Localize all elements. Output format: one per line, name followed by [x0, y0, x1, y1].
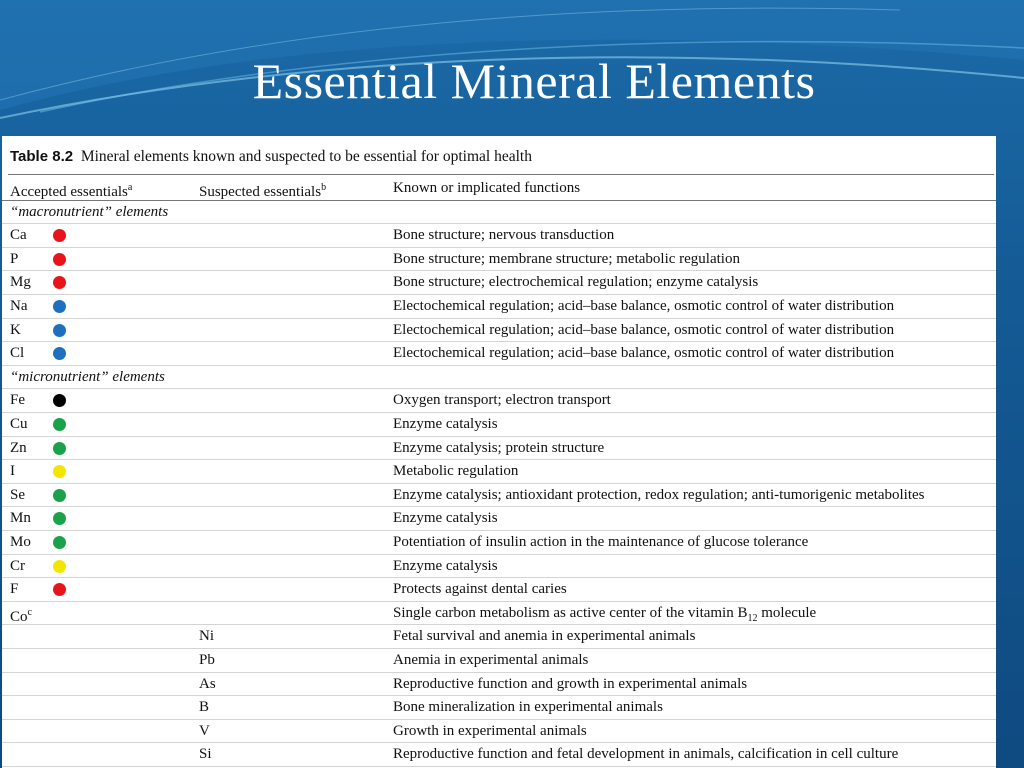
suspected-element-symbol: Si: [199, 746, 212, 763]
element-function: Bone structure; electrochemical regulation; enzyme catalysis: [393, 274, 759, 291]
mineral-table: [2, 136, 996, 768]
table-row: [2, 295, 996, 319]
section-micronutrient: [2, 366, 996, 390]
element-symbol: Se: [10, 486, 25, 503]
element-function: Reproductive function and fetal development in animals, calcification in cell culture: [393, 746, 899, 763]
table-row: [2, 743, 996, 767]
section-label: “macronutrient” elements: [10, 203, 169, 220]
slide-title: Essential Mineral Elements: [252, 53, 816, 109]
table-number: Table 8.2: [10, 148, 74, 165]
element-function: Anemia in experimental animals: [393, 652, 589, 668]
element-function: Protects against dental caries: [393, 581, 567, 598]
suspected-element-symbol: B: [199, 699, 210, 716]
essential-marker-dot: [53, 465, 66, 478]
header-accepted-sup: a: [127, 182, 133, 193]
essential-marker-dot: [53, 394, 66, 407]
table-row: [2, 484, 996, 508]
element-function: Enzyme catalysis: [393, 510, 498, 527]
element-function: Single carbon metabolism as active center of the vitamin $B_{12}$ molecule: [393, 604, 817, 624]
essential-marker-dot: [53, 276, 66, 289]
table-row: [2, 602, 996, 626]
element-function: Electochemical regulation; acid–base balance, osmotic control of water distribution: [393, 345, 895, 362]
essential-marker-dot: [53, 489, 66, 502]
element-function: Potentiation of insulin action in the maintenance of glucose tolerance: [393, 534, 809, 550]
element-symbol: P: [10, 250, 19, 267]
essential-marker-dot: [53, 418, 66, 431]
essential-marker-dot: [53, 583, 66, 596]
table-row: [2, 673, 996, 697]
essential-marker-dot: [53, 560, 66, 573]
table-row: [2, 271, 996, 295]
element-symbol: Cr: [10, 557, 25, 574]
element-function: Enzyme catalysis: [393, 416, 498, 432]
element-symbol: K: [10, 321, 21, 338]
header-suspected: Suspected essentials$^b$: [199, 182, 327, 200]
element-function: Oxygen transport; electron transport: [393, 392, 611, 409]
table-row: [2, 531, 996, 555]
element-function: Enzyme catalysis; antioxidant protection, redox regulation; anti-tumorigenic metabolites: [393, 486, 925, 503]
table-row: [2, 578, 996, 602]
essential-marker-dot: [53, 253, 66, 266]
element-symbol: Zn: [10, 439, 27, 456]
essential-marker-dot: [53, 512, 66, 525]
header-top-rule: [8, 174, 994, 175]
element-symbol: Cu: [10, 416, 28, 432]
table-row: [2, 649, 996, 673]
table-row: [2, 460, 996, 484]
element-symbol: Fe: [10, 392, 25, 409]
element-symbol: Mg: [10, 274, 31, 291]
element-function: Reproductive function and growth in experimental animals: [393, 675, 748, 692]
essential-marker-dot: [53, 442, 66, 455]
table-row: [2, 696, 996, 720]
element-function: Electochemical regulation; acid–base balance, osmotic control of water distribution: [393, 321, 895, 338]
table-row: [2, 224, 996, 248]
table-row: [2, 319, 996, 343]
element-function: Bone structure; nervous transduction: [393, 227, 615, 244]
element-function: Enzyme catalysis; protein structure: [393, 439, 605, 456]
table-row: [2, 555, 996, 579]
essential-marker-dot: [53, 536, 66, 549]
table-row: [2, 437, 996, 461]
element-function: Electochemical regulation; acid–base balance, osmotic control of water distribution: [393, 298, 895, 314]
element-function: Growth in experimental animals: [393, 722, 587, 739]
element-symbol: Mo: [10, 534, 31, 550]
essential-marker-dot: [53, 347, 66, 360]
element-function: Fetal survival and anemia in experimental animals: [393, 628, 696, 645]
table-caption: [10, 148, 532, 166]
table-row: [2, 720, 996, 744]
suspected-element-symbol: V: [199, 722, 210, 739]
table-caption-text: Mineral elements known and suspected to be essential for optimal health: [80, 148, 532, 165]
table-row: [2, 507, 996, 531]
element-symbol: Cl: [10, 345, 25, 362]
header-suspected-sup: b: [321, 182, 327, 193]
function-sub: 12: [747, 612, 758, 624]
element-function: Metabolic regulation: [393, 463, 519, 480]
essential-marker-dot: [53, 324, 66, 337]
header-functions: Known or implicated functions: [393, 180, 581, 196]
table-header-row: [2, 177, 996, 201]
header-accepted: Accepted essentials$^a$: [10, 182, 133, 200]
suspected-element-symbol: Ni: [199, 628, 214, 645]
essential-marker-dot: [53, 300, 66, 313]
element-function: Bone structure; membrane structure; metabolic regulation: [393, 250, 740, 267]
element-function: Enzyme catalysis: [393, 557, 498, 574]
element-symbol: F: [10, 581, 19, 598]
element-function: Bone mineralization in experimental animals: [393, 699, 663, 716]
element-symbol: Na: [10, 298, 28, 314]
element-symbol: Mn: [10, 510, 31, 527]
table-row: [2, 625, 996, 649]
table-row: [2, 413, 996, 437]
element-symbol: Ca: [10, 227, 27, 244]
section-macronutrient: [2, 201, 996, 225]
section-label: “micronutrient” elements: [10, 368, 165, 385]
table-row: [2, 248, 996, 272]
element-symbol: Co$^c$: [10, 606, 32, 625]
suspected-element-symbol: As: [199, 675, 216, 692]
suspected-element-symbol: Pb: [199, 652, 215, 668]
table-row: [2, 389, 996, 413]
essential-marker-dot: [53, 229, 66, 242]
element-sup: c: [27, 606, 32, 618]
element-symbol: I: [10, 463, 15, 480]
table-row: [2, 342, 996, 366]
